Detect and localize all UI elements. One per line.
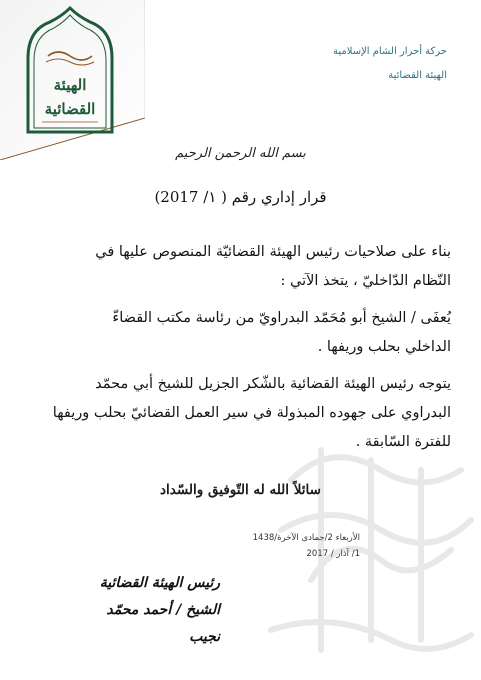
signature-title: رئيس الهيئة القضائية <box>99 575 220 591</box>
body-line: البدراوي على جهوده المبذولة في سير العمل القضائيّ بحلب وريفها <box>52 405 451 421</box>
decision-title: قرار إداري رقم ( ١/ 2017) <box>154 188 327 206</box>
svg-text:القضائية: القضائية <box>44 100 96 118</box>
gregorian-date: 1/ آذار / 2017 <box>306 549 360 559</box>
body-line: الداخلي بحلب وريفها . <box>317 339 451 355</box>
svg-text:الهيئة: الهيئة <box>53 76 87 94</box>
department-name: الهيئة القضائية <box>388 70 447 81</box>
body-line: النّظام الدّاخليّ ، يتخذ الآتي : <box>280 273 451 289</box>
body-line: يتوجه رئيس الهيئة القضائية بالشّكر الجزيل للشيخ أبي محمّد <box>95 376 451 392</box>
judicial-authority-logo <box>0 0 145 160</box>
basmala: بسم الله الرحمن الرحيم <box>175 146 306 161</box>
body-line: بناء على صلاحيات رئيس الهيئة القضائيّة المنصوص عليها في <box>95 244 451 260</box>
closing-line: سائلاً الله له التّوفيق والسّداد <box>160 482 321 498</box>
organization-name: حركة أحرار الشام الإسلامية <box>333 46 447 57</box>
signature-name: الشيخ / أحمد محمّد نجيب <box>106 602 220 645</box>
header-block <box>247 40 447 88</box>
calligraphy-watermark <box>251 420 481 680</box>
hijri-date: الأربعاء 2/جمادى الآخرة/1438 <box>252 533 360 543</box>
body-line: يُعفَى / الشيخ أبو مُحَمّد البدراويّ من رئاسة مكتب القضاءّ <box>112 310 451 326</box>
signature-block <box>80 570 220 651</box>
body-line: للفترة السّابقة . <box>355 434 451 450</box>
